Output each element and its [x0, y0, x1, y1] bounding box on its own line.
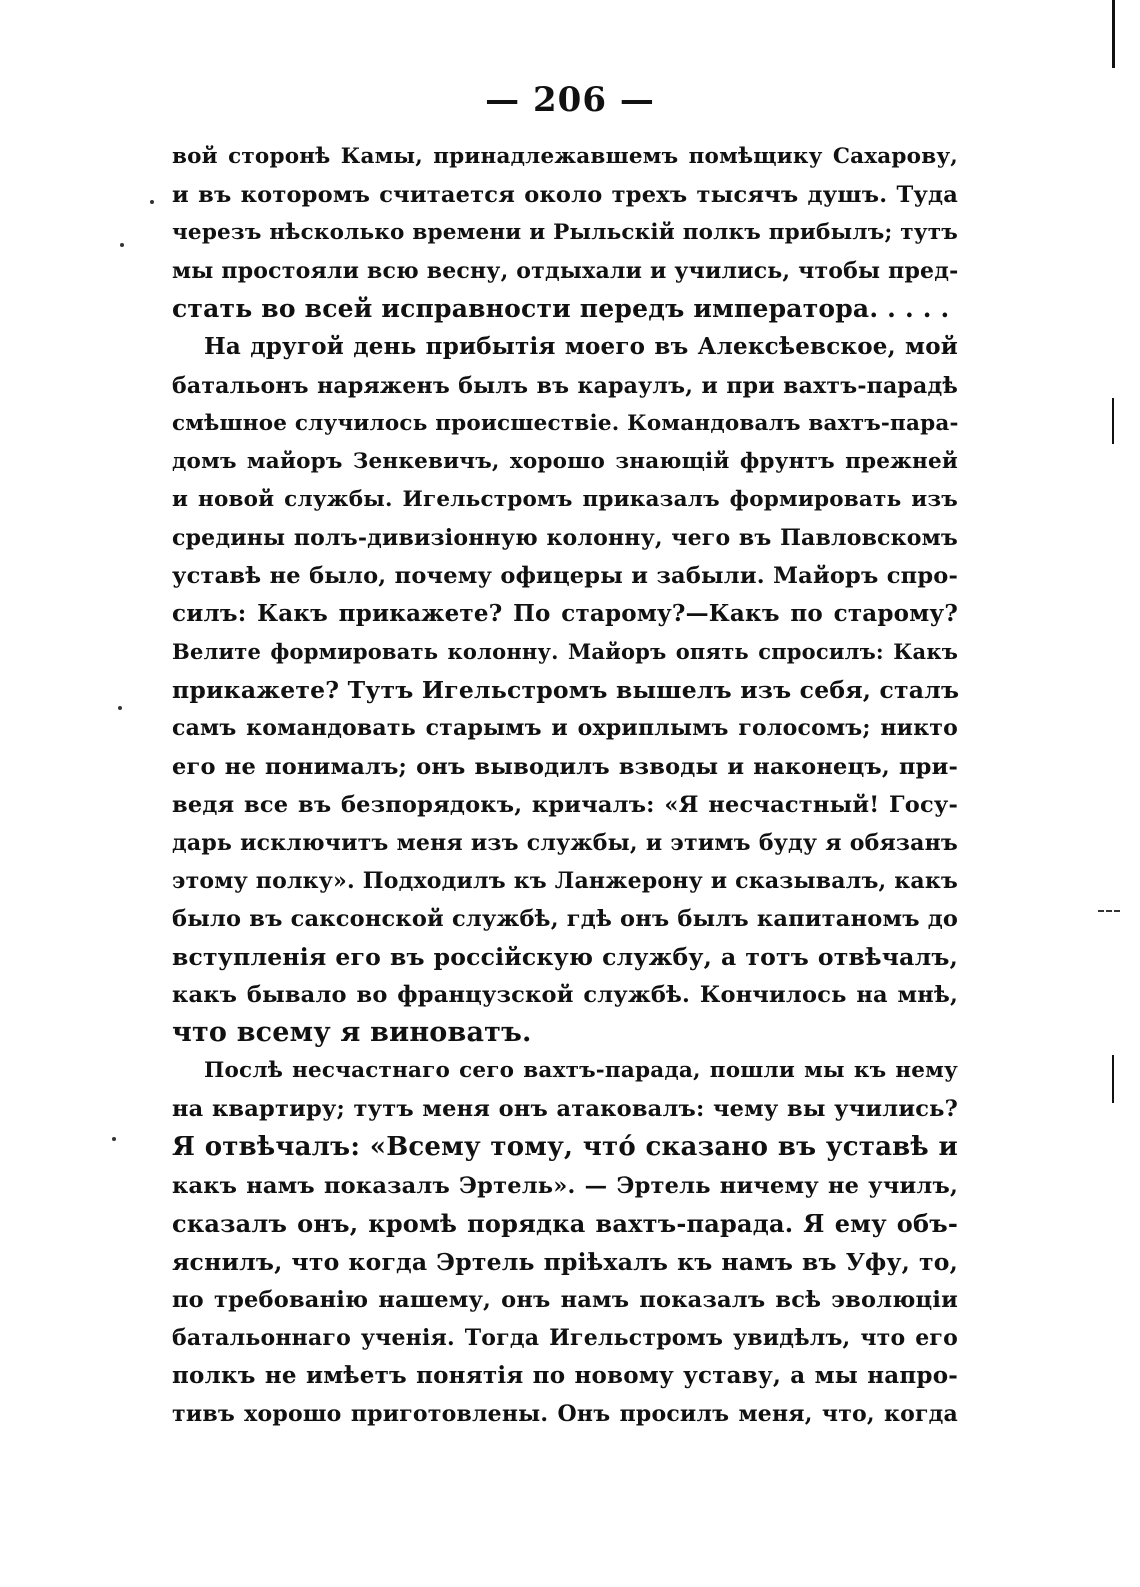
text-line: домъ майоръ Зенкевичъ, хорошо знающій фрунтъ прежней	[172, 448, 958, 474]
text-line: какъ бывало во французской службѣ. Кончилось на мнѣ,	[172, 982, 958, 1009]
scan-speck	[112, 1137, 116, 1141]
body-text	[172, 138, 958, 1433]
scan-edge-mark	[1112, 398, 1114, 444]
text-line: сказалъ онъ, кромѣ порядка вахтъ-парада. Я ему объ-	[172, 1208, 958, 1238]
scan-speck	[118, 706, 122, 710]
text-line: Велите формировать колонну. Майоръ опять спросилъ: Какъ	[172, 639, 958, 665]
text-line: вой сторонѣ Камы, принадлежавшемъ помѣщику Сахарову,	[172, 144, 958, 169]
text-line: яснилъ, что когда Эртель пріѣхалъ къ намъ въ Уфу, то,	[172, 1247, 958, 1276]
text-line: полкъ не имѣетъ понятія по новому уставу, а мы напро-	[172, 1362, 958, 1389]
text-line: Я отвѣчалъ: «Всему тому, что́ сказано въ уставѣ и	[172, 1132, 958, 1163]
text-line: батальоннаго ученія. Тогда Игельстромъ увидѣлъ, что его	[172, 1324, 958, 1351]
text-line: ведя все въ безпорядокъ, кричалъ: «Я несчастный! Госу-	[172, 791, 958, 818]
text-line: вступленія его въ россійскую службу, а тотъ отвѣчалъ,	[172, 942, 958, 971]
text-line: и новой службы. Игельстромъ приказалъ формировать изъ	[172, 486, 958, 512]
text-line: его не понималъ; онъ выводилъ взводы и наконецъ, при-	[172, 753, 958, 780]
text-line: батальонъ наряженъ былъ въ караулъ, и при вахтъ-парадѣ	[172, 372, 958, 399]
text-line: Послѣ несчастнаго сего вахтъ-парада, пошли мы къ нему	[204, 1058, 958, 1084]
text-line: по требованію нашему, онъ намъ показалъ всѣ эволюціи	[172, 1286, 958, 1313]
text-line: черезъ нѣсколько времени и Рыльскій полкъ прибылъ; тутъ	[172, 220, 958, 246]
text-line: этому полку». Подходилъ къ Ланжерону и сказывалъ, какъ	[172, 867, 958, 894]
text-line: тивъ хорошо приготовлены. Онъ просилъ меня, что, когда	[172, 1401, 958, 1428]
scan-speck	[150, 200, 154, 204]
text-line: что всему я виноватъ.	[172, 1017, 532, 1049]
text-line: было въ саксонской службѣ, гдѣ онъ былъ капитаномъ до	[172, 905, 959, 932]
text-line: и въ которомъ считается около трехъ тысячъ душъ. Туда	[172, 182, 958, 209]
text-line: самъ командовать старымъ и охриплымъ голосомъ; никто	[172, 715, 958, 742]
text-line: стать во всей исправности передъ императора. . . . .	[172, 294, 950, 324]
text-line: на квартиру; тутъ меня онъ атаковалъ: чему вы учились?	[172, 1096, 958, 1123]
text-line: средины полъ-дивизіонную колонну, чего въ Павловскомъ	[172, 524, 958, 551]
text-line: силъ: Какъ прикажете? По старому?—Какъ по старому?	[172, 600, 958, 628]
scan-edge-mark	[1112, 0, 1115, 68]
page-number: — 206 —	[485, 80, 655, 120]
scan-edge-mark	[1112, 1055, 1114, 1103]
scan-edge-mark	[1098, 910, 1120, 914]
text-line: мы простояли всю весну, отдыхали и учились, чтобы пред-	[172, 258, 959, 285]
scan-speck	[120, 243, 124, 247]
text-line: дарь исключитъ меня изъ службы, и этимъ буду я обязанъ	[172, 829, 958, 856]
text-line: прикажете? Тутъ Игельстромъ вышелъ изъ себя, сталъ	[172, 676, 960, 705]
text-line: уставѣ не было, почему офицеры и забыли. Майоръ спро-	[172, 563, 958, 590]
text-line: какъ намъ показалъ Эртель». — Эртель ничему не училъ,	[172, 1172, 958, 1199]
text-line: На другой день прибытія моего въ Алексѣевское, мой	[204, 333, 958, 361]
text-line: смѣшное случилось происшествіе. Командовалъ вахтъ-пара-	[172, 410, 959, 436]
